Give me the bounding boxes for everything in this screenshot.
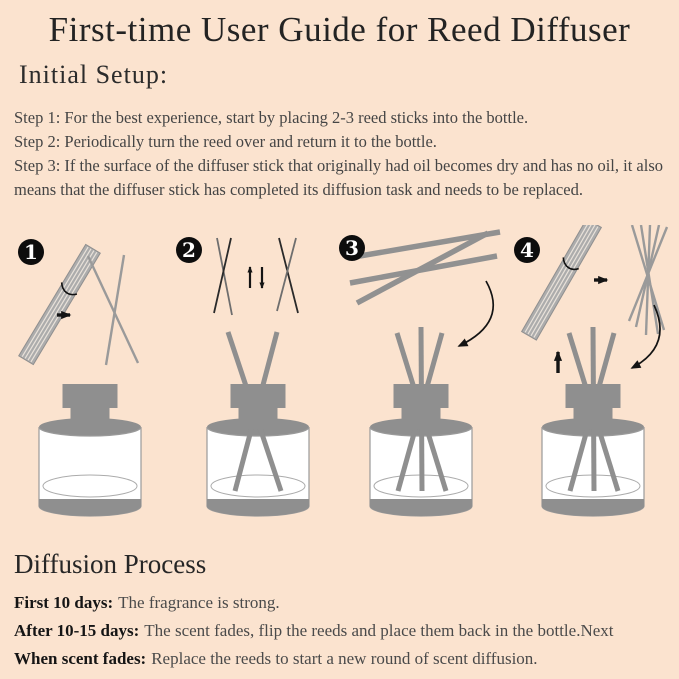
curved-arrow-icon: [459, 281, 493, 346]
step-badge-2: [176, 237, 202, 263]
diffusion-item: [14, 645, 678, 673]
diffusion-item-label: When scent fades:: [14, 649, 147, 668]
panel-2-illustration: [207, 238, 309, 516]
separated-sticks-icon: [88, 255, 138, 365]
loose-sticks-icon: [629, 225, 667, 335]
diffusion-item: [14, 617, 678, 645]
crossed-sticks-right-icon: [277, 238, 298, 313]
crossed-sticks-left-icon: [214, 238, 232, 315]
stick-pile-icon: [348, 232, 500, 303]
step-badge-1: [18, 239, 44, 265]
step-1-text: Step 1: For the best experience, start by placing 2-3 reed sticks into the bottle.: [14, 108, 529, 127]
diffuser-bottle-two-reeds: [207, 332, 309, 516]
panel-4-illustration: [521, 225, 667, 516]
step-badge-1-number: 1: [24, 240, 38, 264]
diffusion-item-text: The scent fades, flip the reeds and place them back in the bottle.Next: [144, 621, 614, 640]
panel-3-illustration: [348, 232, 500, 516]
step-2-text: Step 2: Periodically turn the reed over and return it to the bottle.: [14, 132, 437, 151]
step-3-text: Step 3: If the surface of the diffuser stick that originally had oil becomes dry and has no oil, it also means that the diffuser stick has completed its diffusion task and needs to be replaced.: [14, 156, 663, 199]
diffuser-bottle-three-reeds: [370, 327, 472, 516]
diffuser-bottle-empty: [39, 384, 141, 516]
diffusion-item-label: After 10-15 days:: [14, 621, 140, 640]
panel-1-illustration: [18, 244, 141, 516]
diffusion-item-label: First 10 days:: [14, 593, 114, 612]
instruction-diagram: [0, 225, 679, 555]
initial-setup-heading: Initial Setup:: [19, 60, 169, 89]
step-badge-2-number: 2: [182, 238, 196, 262]
diffusion-item: [14, 589, 678, 617]
diffusion-process-heading: Diffusion Process: [14, 549, 207, 579]
initial-setup-steps: [14, 106, 679, 202]
step-badge-4: [514, 237, 540, 263]
diffusion-item-text: The fragrance is strong.: [118, 593, 280, 612]
diffusion-process-section: [14, 549, 678, 673]
step-badge-3: [339, 235, 365, 261]
step-badge-4-number: 4: [520, 238, 534, 262]
page-title: First-time User Guide for Reed Diffuser: [48, 10, 631, 49]
step-badge-3-number: 3: [345, 236, 359, 260]
diffusion-item-text: Replace the reeds to start a new round of scent diffusion.: [151, 649, 538, 668]
